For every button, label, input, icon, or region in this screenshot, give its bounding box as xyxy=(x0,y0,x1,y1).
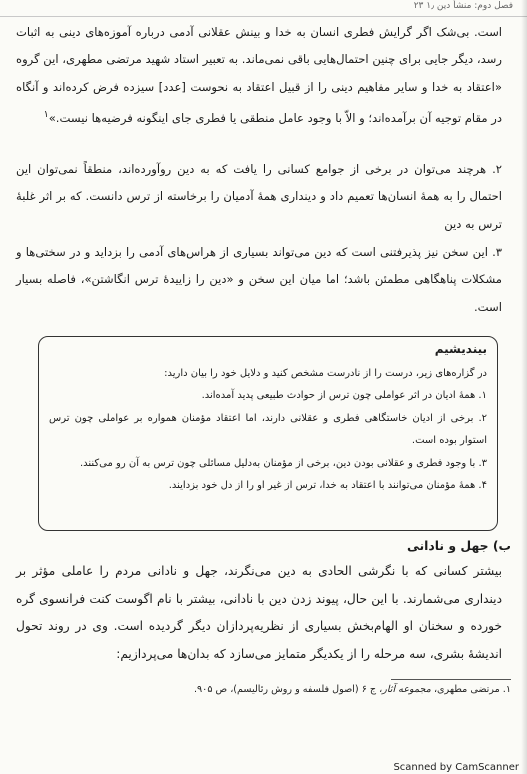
footnote-book: مجموعه آثار xyxy=(382,684,431,695)
footnote-rest: ، ج ۶ (اصول فلسفه و روش رئالیسم)، ص ۹۰۵. xyxy=(193,684,383,695)
point-3-text: ۳. این سخن نیز پذیرفتنی است که دین می‌تواند بسیاری از هراس‌های آدمی را بزداید و در سختی‌ها و مشکلات پناهگاهی مطمئن باشد؛ اما میان این سخن و «دین را زاییدهٔ ترس انگاشتن»، فاصله بسیار است. xyxy=(16,245,502,314)
box-item-3: ۳. با وجود فطری و عقلانی بودن دین، برخی از مؤمنان به‌دلیل مسائلی چون ترس به آن رو می‌کنند. xyxy=(79,457,487,469)
scanner-watermark: Scanned by CamScanner xyxy=(393,762,519,773)
footnote-divider xyxy=(391,679,511,680)
footnote-prefix: ۱. مرتضی مطهری، xyxy=(430,684,511,695)
point-2-text: ۲. هرچند می‌توان در برخی از جوامع کسانی را یافت که به دین روآورده‌اند، منطقاً نمی‌توان این احتمال را به همهٔ انسان‌ها تعمیم داد و دینداری همهٔ آدمیان را برخاسته از ترس دانست. که بر اثر غلبهٔ ترس به دین xyxy=(16,162,502,231)
running-header xyxy=(0,0,527,17)
box-item-4: ۴. همهٔ مؤمنان می‌توانند با اعتقاد به خدا، ترس از غیر او را از دل خود بزدایند. xyxy=(168,480,487,492)
intro-paragraph xyxy=(16,19,502,132)
box-item-1: ۱. همهٔ ادیان در اثر عواملی چون ترس از حوادث طبیعی پدید آمده‌اند. xyxy=(201,390,487,402)
intro-text: است. بی‌شک اگر گرایش فطری انسان به خدا و بینش عقلانی آدمی درباره آموزه‌های دینی به اثبات رسد، دیگر جایی برای چنین احتمال‌هایی باقی نمی‌ماند. به تعبیر استاد شهید مرتضی مطهری، این گروه «اعتقاد به خدا و سایر مفاهیم دینی را از قبیل اعتقاد به نحوست [عدد] سیزده فرض کرده‌اند و آنگاه در مقام توجیه آن برآمده‌اند؛ و الاّ با وجود عامل منطقی یا فطری جای اینگونه فرضیه‌ها نیست.» xyxy=(16,25,502,126)
footnote xyxy=(25,684,511,695)
header-text: فصل دوم: منشأ دین ۱٫ ۲۳ xyxy=(413,1,513,11)
box-body xyxy=(49,363,487,497)
footnote-marker: ۱ xyxy=(43,109,49,121)
section-paragraph xyxy=(16,558,502,668)
reflection-box xyxy=(38,336,498,531)
box-title: بیندیشیم xyxy=(434,342,487,356)
section-text: بیشتر کسانی که با نگرشی الحادی به دین می‌نگرند، جهل و نادانی مردم را عاملی مؤثر بر دینداری می‌شمارند. با این حال، پیوند زدن دین با نادانی، بیشتر با نام اگوست کنت فرانسوی گره خورده و سخنان او الهام‌بخش بسیاری از نظریه‌پردازان دیگر گردیده است. وی در روند تحول اندیشهٔ بشری، سه مرحله را از یکدیگر متمایز می‌سازد که بدان‌ها می‌پردازیم: xyxy=(16,564,502,661)
box-item-2: ۲. برخی از ادیان خاستگاهی فطری و عقلانی دارند، اما اعتقاد مؤمنان همواره بر عواملی چون ترس استوار بوده است. xyxy=(49,412,487,447)
section-heading: ب) جهل و نادانی xyxy=(406,538,511,553)
box-intro: در گزاره‌های زیر، درست را از نادرست مشخص کنید و دلایل خود را بیان دارید: xyxy=(164,368,487,379)
point-3-paragraph xyxy=(16,239,502,321)
point-2-paragraph xyxy=(16,156,502,238)
page-edge-shadow xyxy=(521,0,527,774)
